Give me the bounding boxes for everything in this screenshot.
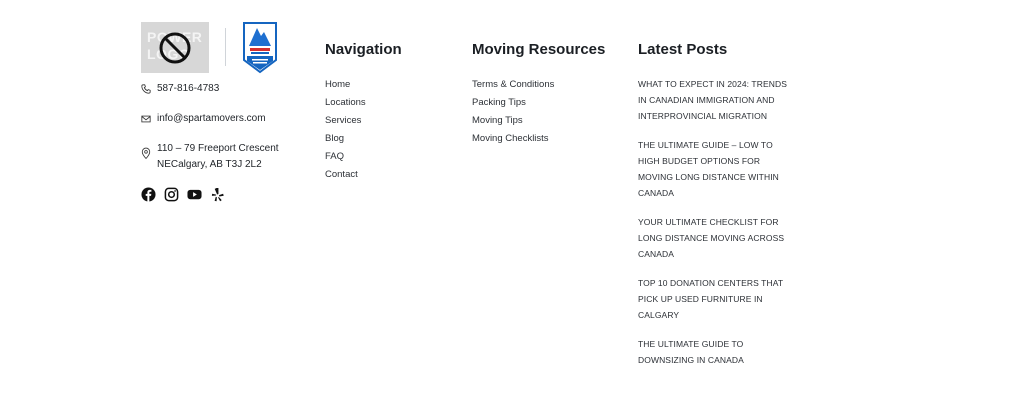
address-line-1: 110 – 79 Freeport Crescent <box>157 143 279 154</box>
yelp-icon[interactable] <box>210 187 225 202</box>
post-link[interactable]: TOP 10 DONATION CENTERS THAT PICK UP USED FURNITURE IN CALGARY <box>638 278 783 320</box>
moving-resources-column <box>472 41 605 148</box>
nav-link-contact[interactable]: Contact <box>325 169 358 180</box>
nav-link-services[interactable]: Services <box>325 115 362 126</box>
nav-link-faq[interactable]: FAQ <box>325 151 345 162</box>
navigation-column <box>325 41 402 184</box>
resource-link-terms[interactable]: Terms & Conditions <box>472 79 555 90</box>
no-image-icon <box>157 30 193 66</box>
address-line-2: NECalgary, AB T3J 2L2 <box>157 159 262 170</box>
logo-row <box>141 20 291 74</box>
address-row <box>141 141 279 173</box>
email-row[interactable] <box>141 111 266 127</box>
latest-posts-heading: Latest Posts <box>638 41 728 58</box>
email-address[interactable]: info@spartamovers.com <box>157 113 266 124</box>
social-links <box>141 187 225 202</box>
nav-link-locations[interactable]: Locations <box>325 97 366 108</box>
atlas-trusted-agent-icon <box>241 20 279 74</box>
facebook-icon[interactable] <box>141 187 156 202</box>
location-pin-icon <box>141 147 151 160</box>
moving-resources-heading: Moving Resources <box>472 41 606 58</box>
mail-icon <box>141 113 151 125</box>
nav-link-blog[interactable]: Blog <box>325 133 345 144</box>
address <box>157 141 279 173</box>
phone-number[interactable]: 587-816-4783 <box>157 83 220 94</box>
post-link[interactable]: WHAT TO EXPECT IN 2024: TRENDS IN CANADIAN IMMIGRATION AND INTERPROVINCIAL MIGRATION <box>638 79 787 121</box>
instagram-icon[interactable] <box>164 187 179 202</box>
resource-link-packing-tips[interactable]: Packing Tips <box>472 97 526 108</box>
nav-link-home[interactable]: Home <box>325 79 351 90</box>
company-logo-placeholder[interactable] <box>141 22 209 73</box>
navigation-list <box>325 76 402 184</box>
resource-link-moving-checklists[interactable]: Moving Checklists <box>472 133 549 144</box>
phone-row[interactable] <box>141 81 219 97</box>
navigation-heading: Navigation <box>325 41 402 58</box>
youtube-icon[interactable] <box>187 187 202 202</box>
post-link[interactable]: THE ULTIMATE GUIDE – LOW TO HIGH BUDGET OPTIONS FOR MOVING LONG DISTANCE WITHIN CANADA <box>638 140 779 198</box>
post-link[interactable]: YOUR ULTIMATE CHECKLIST FOR LONG DISTANCE MOVING ACROSS CANADA <box>638 217 785 259</box>
post-link[interactable]: THE ULTIMATE GUIDE TO DOWNSIZING IN CANADA <box>638 339 744 365</box>
moving-resources-list <box>472 76 605 148</box>
logo-divider <box>225 28 226 66</box>
phone-icon <box>141 83 151 95</box>
latest-posts-column <box>638 41 788 381</box>
resource-link-moving-tips[interactable]: Moving Tips <box>472 115 523 126</box>
placeholder-logo-text: POWER LOGO <box>147 28 203 62</box>
brand-column <box>141 20 291 170</box>
atlas-canada-badge[interactable] <box>241 20 279 74</box>
